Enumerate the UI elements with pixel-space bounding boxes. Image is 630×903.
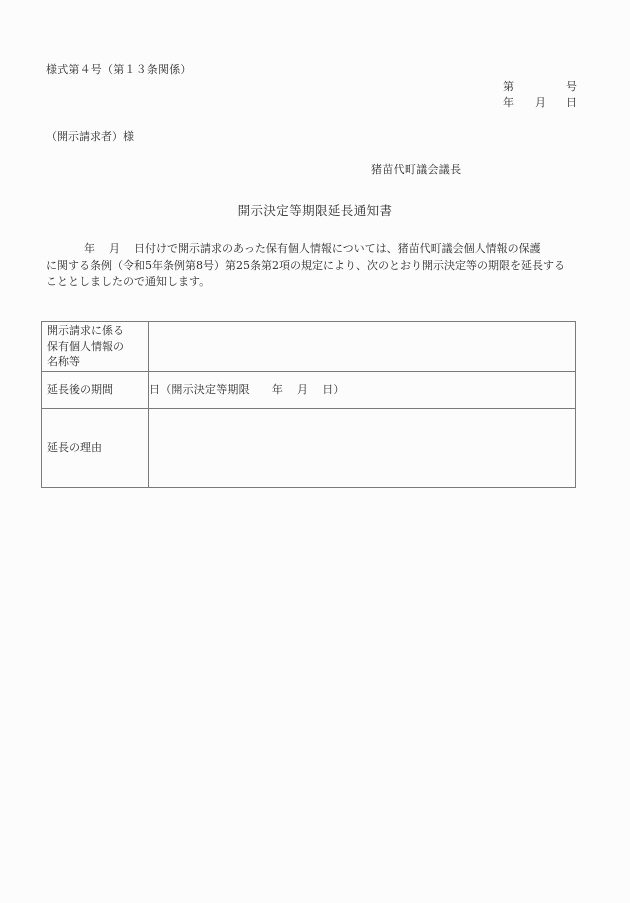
label-reason: 延長の理由 (42, 409, 149, 488)
value-extended-period[interactable] (149, 372, 576, 409)
date-day: 日 (566, 96, 577, 109)
label-line: 保有個人情報の (47, 339, 124, 353)
body-line-2: に関する条例（令和5年条例第8号）第25条第2項の規定により、次のとおり開示決定等の期限を延長する (46, 258, 565, 272)
date-year: 年 (503, 96, 514, 109)
period-year: 年 (271, 383, 284, 397)
body-text (46, 241, 581, 291)
recipient: （開示請求者）様 (46, 130, 134, 143)
period-month: 月 (297, 383, 309, 397)
body-line-1 (46, 241, 581, 258)
label-extended-period: 延長後の期間 (42, 372, 149, 409)
period-day-end: 日） (322, 383, 345, 397)
table-row-extended-period (42, 372, 576, 409)
table-row-info-name (42, 322, 576, 372)
document-number-line (503, 81, 577, 93)
doc-number-suffix: 号 (566, 80, 577, 93)
date-month: 月 (535, 96, 546, 109)
value-reason[interactable] (149, 409, 576, 488)
document-title: 開示決定等期限延長通知書 (237, 203, 393, 218)
form-number: 様式第４号（第１３条関係） (46, 63, 192, 76)
body-year: 年 (84, 242, 95, 255)
sender: 猪苗代町議会議長 (371, 163, 462, 176)
date-line (503, 97, 577, 109)
body-line-3: こととしましたので通知します。 (46, 275, 211, 288)
table-row-reason (42, 409, 576, 488)
value-info-name[interactable] (149, 322, 576, 372)
label-line: 開示請求に係る (47, 324, 124, 337)
body-line1-rest: 日付けで開示請求のあった保有個人情報については、猪苗代町議会個人情報の保護 (134, 242, 541, 255)
doc-number-prefix: 第 (503, 80, 514, 93)
period-day: 日（開示決定等期限 (149, 383, 250, 397)
extension-info-table (41, 321, 576, 488)
body-month: 月 (109, 242, 120, 255)
label-info-name (42, 322, 149, 372)
label-line: 名称等 (47, 355, 80, 368)
